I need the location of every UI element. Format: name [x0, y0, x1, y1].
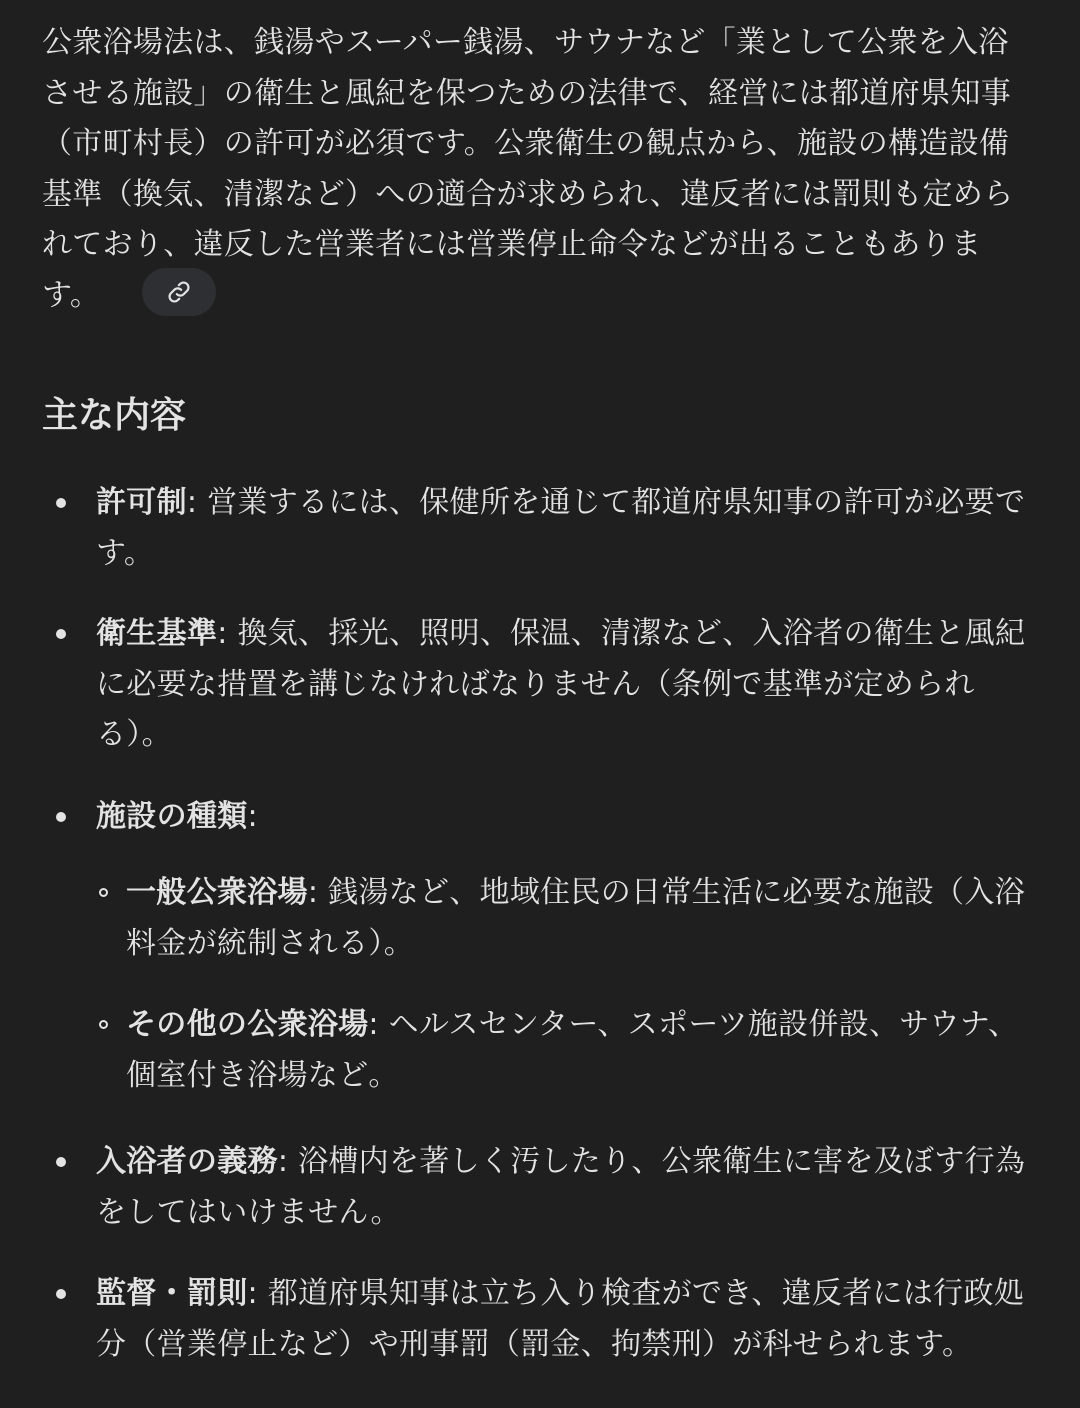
list-item-separator: :: [277, 1144, 299, 1179]
list-item-term: 監督・罰則: [96, 1276, 248, 1311]
intro-text: 公衆浴場法は、銭湯やスーパー銭湯、サウナなど「業として公衆を入浴させる施設」の衛生と風紀を保つための法律で、経営には都道府県知事（市町村長）の許可が必須です。公衆衛生の観点から、施設の構造設備基準（換気、清潔など）への適合が求められ、違反者には罰則も定められており、違反した営業者には営業停止命令などが出ることもあります。: [42, 25, 1014, 313]
list-item-facility-types: [42, 792, 1038, 1102]
sublist-item-term: その他の公衆浴場: [126, 1007, 369, 1042]
sublist-item-desc: ヘルスセンター、スポーツ施設併設、サウナ、個室付き浴場など。: [126, 1007, 1019, 1093]
circle-bullet-icon: [99, 888, 108, 897]
list-item-hygiene: [42, 609, 1038, 761]
sublist-item-term: 一般公衆浴場: [126, 875, 308, 910]
bullet-icon: [56, 498, 66, 508]
intro-paragraph: [42, 18, 1038, 321]
link-icon: [166, 279, 192, 305]
list-item-separator: :: [186, 485, 208, 520]
list-item-desc: 浴槽内を著しく汚したり、公衆衛生に害を及ぼす行為をしてはいけません。: [96, 1144, 1026, 1230]
list-item-supervision-penalties: [42, 1269, 1038, 1370]
bullet-icon: [56, 1289, 66, 1299]
list-item-bather-duties: [42, 1137, 1038, 1238]
sublist-item-other-bath: [84, 1000, 1038, 1101]
list-item-permit: [42, 478, 1038, 579]
response-content: [42, 18, 1038, 1362]
content-list: [42, 478, 1038, 1370]
list-item-desc: 換気、採光、照明、保温、清潔など、入浴者の衛生と風紀に必要な措置を講じなければなりません（条例で基準が定められる）。: [96, 616, 1026, 752]
sublist-item-desc: 銭湯など、地域住民の日常生活に必要な施設（入浴料金が統制される）。: [126, 875, 1025, 961]
list-item-desc: 営業するには、保健所を通じて都道府県知事の許可が必要です。: [96, 485, 1026, 571]
list-item-term: 入浴者の義務: [96, 1144, 278, 1179]
sublist-item-general-bath: [84, 868, 1038, 969]
section-heading: 主な内容: [42, 395, 187, 436]
facility-sublist: [84, 868, 1038, 1101]
list-item-separator: :: [217, 616, 238, 651]
sublist-item-separator: :: [307, 875, 329, 910]
list-item-desc: 都道府県知事は立ち入り検査ができ、違反者には行政処分（営業停止など）や刑事罰（罰金、拘禁刑）が科せられます。: [96, 1276, 1025, 1362]
bullet-icon: [56, 1157, 66, 1167]
sublist-item-separator: :: [368, 1007, 389, 1042]
source-link-button[interactable]: [142, 268, 216, 316]
list-item-separator: :: [247, 798, 258, 834]
list-item-separator: :: [247, 1276, 268, 1311]
bullet-icon: [56, 629, 66, 639]
circle-bullet-icon: [99, 1020, 108, 1029]
list-item-term: 衛生基準: [96, 616, 218, 651]
bullet-icon: [56, 812, 66, 822]
list-item-term: 施設の種類: [96, 798, 248, 834]
list-item-term: 許可制: [96, 485, 187, 520]
